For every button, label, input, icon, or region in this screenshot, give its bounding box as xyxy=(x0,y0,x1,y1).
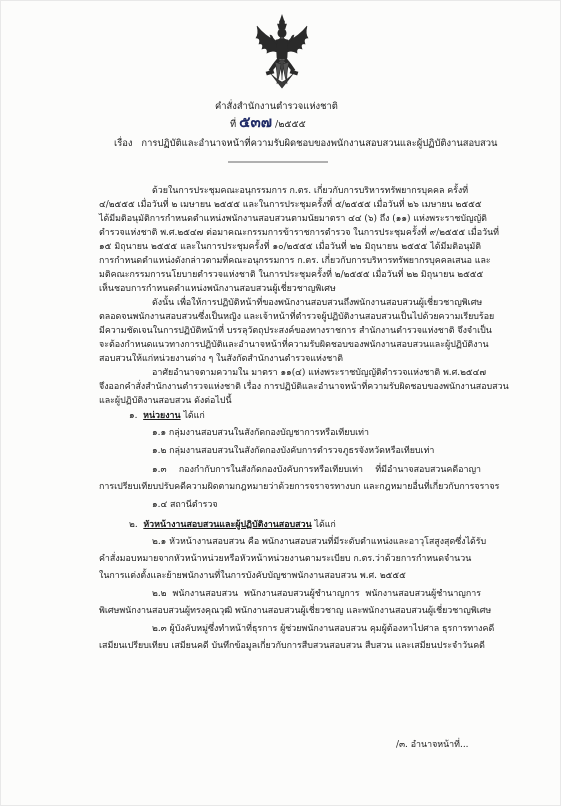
body-line: ตำรวจแห่งชาติ พ.ศ.๒๕๔๗ ต่อมาคณะกรรมการข้าราชการตำรวจ ในการประชุมครั้งที่ ๙/๒๕๕๕ เมื่อวันที่ xyxy=(99,228,500,238)
section-1-heading xyxy=(129,410,205,422)
section-2-heading xyxy=(129,519,336,531)
section-2-line: คำสั่งมอบหมายจากหัวหน้าหน่วยหรือหัวหน้าหน่วยงานตามระเบียบ ก.ตร.ว่าด้วยการกำหนดจำนวน xyxy=(99,554,472,564)
body-line: ตลอดจนพนักงานสอบสวนซึ่งเป็นหญิง และเจ้าหน้าที่ตำรวจผู้ปฏิบัติงานสอบสวนเป็นไปด้วยความเรียบร้อย xyxy=(99,312,495,322)
section-1-item: การเปรียบเทียบปรับคดีความผิดตามกฎหมายว่าด้วยการจราจรทางบก และกฎหมายอื่นที่เกี่ยวกับการจราจร xyxy=(99,482,500,492)
body-line: มีความชัดเจนในการปฏิบัติหน้าที่ บรรลุวัตถุประสงค์ของทางราชการ สำนักงานตำรวจแห่งชาติ จึงจำเป็น xyxy=(99,326,492,336)
body-line: เห็นชอบการกำหนดตำแหน่งพนักงานสอบสวนผู้เชี่ยวชาญพิเศษ xyxy=(99,284,336,294)
section-2-line: ในการแต่งตั้งและย้ายพนักงานที่ในการบังคับบัญชาพนักงานสอบสวน พ.ศ. ๒๕๕๕ xyxy=(99,571,406,581)
continuation-note: /๓. อำนาจหน้าที่... xyxy=(396,740,469,750)
number-prefix: ที่ xyxy=(230,119,237,130)
section-1-item: ๑.๔ สถานีตำรวจ xyxy=(152,500,218,510)
subject-label: เรื่อง xyxy=(114,138,133,149)
order-title: คำสั่งสำนักงานตำรวจแห่งชาติ xyxy=(215,101,338,112)
section-2-line: ๒.๑ หัวหน้างานสอบสวน คือ พนักงานสอบสวนที่มีระดับตำแหน่งและอาวุโสสูงสุดซึ่งได้รับ xyxy=(152,537,487,547)
body-line: ได้มีมติอนุมัติการกำหนดตำแหน่งพนักงานสอบสวนตามนัยมาตรา ๔๔ (๖) ถึง (๑๑) แห่งพระราชบัญญัติ xyxy=(99,214,487,224)
order-number xyxy=(230,114,306,130)
body-line: และผู้ปฏิบัติงานสอบสวน ดังต่อไปนี้ xyxy=(99,396,232,406)
subject-text: การปฏิบัติและอำนาจหน้าที่ความรับผิดชอบของพนักงานสอบสวนและผู้ปฏิบัติงานสอบสวน xyxy=(141,138,498,149)
section-2-number: ๒. xyxy=(129,520,138,530)
body-line: สอบสวนให้แก่หน่วยงานต่าง ๆ ในสังกัดสำนักงานตำรวจแห่งชาติ xyxy=(99,354,343,364)
section-1-item: ๑.๑ กลุ่มงานสอบสวนในสังกัดกองบัญชาการหรือเทียบเท่า xyxy=(152,428,369,438)
body-line: ด้วยในการประชุมคณะอนุกรรมการ ก.ตร. เกี่ยวกับการบริหารทรัพยากรบุคคล ครั้งที่ xyxy=(152,186,469,196)
body-line: อาศัยอำนาจตามความใน มาตรา ๑๑(๔) แห่งพระราชบัญญัติตำรวจแห่งชาติ พ.ศ.๒๕๔๗ xyxy=(152,368,487,378)
section-2-line: เสมียนเปรียบเทียบ เสมียนคดี บันทึกข้อมูลเกี่ยวกับการสืบสวนสอบสวน สืบสวน และเสมียนประจำวันคดี xyxy=(99,641,485,651)
body-line: มติคณะกรรมการนโยบายตำรวจแห่งชาติ ในการประชุมครั้งที่ ๒/๒๕๕๕ เมื่อวันที่ ๒๒ มิถุนายน ๒๕๕๕ xyxy=(99,270,484,280)
body-line: จะต้องกำหนดแนวทางการปฏิบัติและอำนาจหน้าที่ความรับผิดชอบของพนักงานสอบสวนและผู้ปฏิบัติงาน xyxy=(99,340,489,350)
section-2-line: ๒.๓ ผู้บังคับหมู่ซึ่งทำหน้าที่ธุรการ ผู้ช่วยพนักงานสอบสวน คุมผู้ต้องหาไปศาล ธุรการทางคดี xyxy=(152,624,495,634)
handwritten-number: ๕๓๗ xyxy=(239,113,273,131)
garuda-emblem-icon xyxy=(253,14,311,90)
section-2-tail: ได้แก่ xyxy=(314,520,336,530)
section-1-item: ๑.๓ กองกำกับการในสังกัดกองบังคับการหรือเทียบเท่า ที่มีอำนาจสอบสวนคดีอาญา xyxy=(152,465,481,475)
section-1-tail: ได้แก่ xyxy=(183,411,205,421)
body-line: ดังนั้น เพื่อให้การปฏิบัติหน้าที่ของพนักงานสอบสวนถึงพนักงานสอบสวนผู้เชี่ยวชาญพิเศษ xyxy=(152,298,483,308)
section-1-title: หน่วยงาน xyxy=(143,411,181,421)
body-line: ๔/๒๕๕๕ เมื่อวันที่ ๒ เมษายน ๒๕๕๕ และในการประชุมครั้งที่ ๕/๒๕๕๕ เมื่อวันที่ ๒๖ เมษายน ๒๕๕๕ xyxy=(99,200,482,210)
section-2-title: หัวหน้างานสอบสวนและผู้ปฏิบัติงานสอบสวน xyxy=(143,520,312,530)
section-2-line: พิเศษพนักงานสอบสวนผู้ทรงคุณวุฒิ พนักงานสอบสวนผู้เชี่ยวชาญ และพนักงานสอบสวนผู้เชี่ยวชาญพิเศษ xyxy=(99,606,492,616)
header-divider xyxy=(228,160,328,164)
body-line: การกำหนดตำแหน่งดังกล่าวตามที่คณะอนุกรรมการ ก.ตร. เกี่ยวกับการบริหารทรัพยากรบุคคลเสนอ และ xyxy=(99,256,491,266)
order-subject xyxy=(114,138,497,150)
section-1-item: ๑.๒ กลุ่มงานสอบสวนในสังกัดกองบังคับการตำรวจภูธรจังหวัดหรือเทียบเท่า xyxy=(152,446,435,456)
body-line: จึงออกคำสั่งสำนักงานตำรวจแห่งชาติ เรื่อง การปฏิบัติและอำนาจหน้าที่ความรับผิดชอบของพนักงานสอบสวน xyxy=(99,382,509,392)
section-2-line: ๒.๒ พนักงานสอบสวน พนักงานสอบสวนผู้ชำนาญการ พนักงานสอบสวนผู้ชำนาญการ xyxy=(152,589,481,599)
number-suffix: /๒๕๕๕ xyxy=(275,119,306,130)
section-1-number: ๑. xyxy=(129,411,138,421)
body-line: ๑๕ มิถุนายน ๒๕๕๕ และในการประชุมครั้งที่ ๑๐/๒๕๕๕ เมื่อวันที่ ๒๒ มิถุนายน ๒๕๕๕ ได้มีมติอนุมัติ xyxy=(99,242,481,252)
